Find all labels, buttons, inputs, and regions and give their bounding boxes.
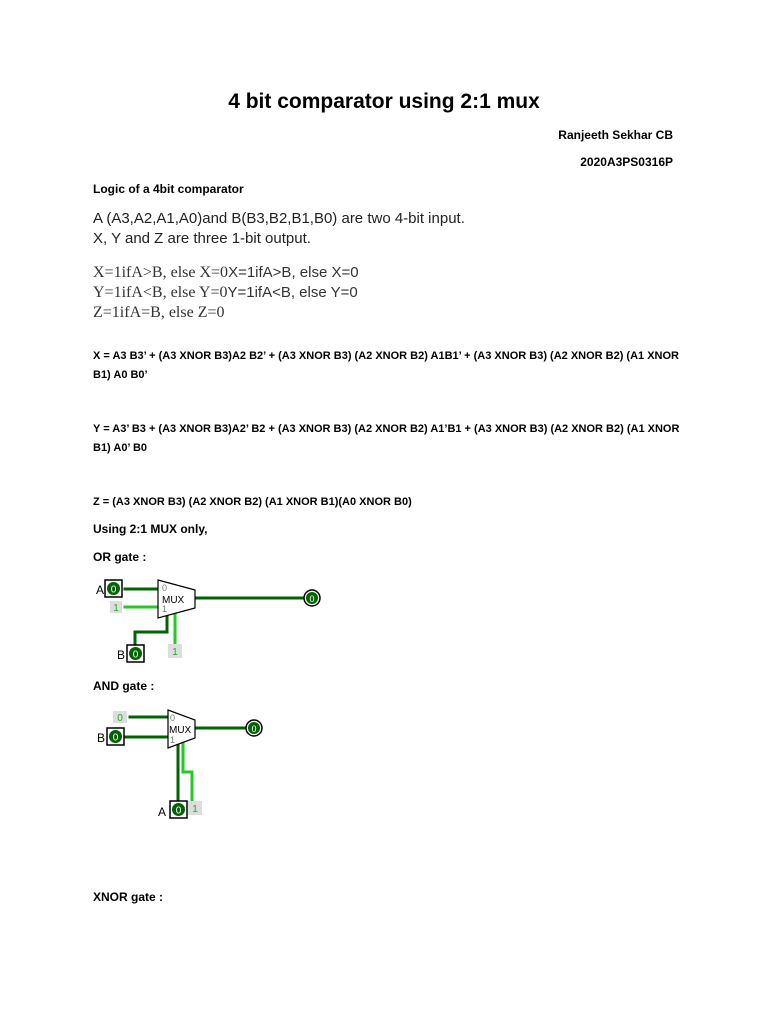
conditions (93, 263, 359, 323)
or-gate-circuit (90, 572, 330, 667)
intro-line: X, Y and Z are three 1-bit output. (93, 230, 311, 247)
using-mux-note: Using 2:1 MUX only, (93, 522, 208, 536)
condition-z (93, 303, 359, 323)
output-value: 0 (251, 724, 257, 734)
page-title: 4 bit comparator using 2:1 mux (228, 90, 540, 113)
mux-in1: 1 (162, 604, 168, 614)
intro-text (93, 209, 465, 249)
equation-x: X = A3 B3’ + (A3 XNOR B3)A2 B2’ + (A3 XNOR B3) (A2 XNOR B2) A1B1’ + (A3 XNOR B3) (A2 XNOR B2) (A1 XNOR B1) A0 B0’ (93, 350, 679, 381)
section-heading: Logic of a 4bit comparator (93, 182, 244, 196)
input-b-label: B (117, 648, 126, 662)
equation-y: Y = A3’ B3 + (A3 XNOR B3)A2’ B2 + (A3 XNOR B3) (A2 XNOR B2) A1’B1 + (A3 XNOR B3) (A2 XNOR B2) (A1 XNOR B1) A0’ B0 (93, 423, 680, 454)
mux-in0: 0 (170, 713, 176, 723)
condition-plain: Y=1ifA<B, else Y=0 (227, 284, 358, 301)
input-a-value: 0 (110, 584, 117, 596)
mux-label: MUX (162, 595, 185, 606)
condition-x (93, 263, 359, 283)
const-value: 0 (117, 713, 123, 724)
select-const-value: 1 (192, 804, 198, 815)
input-b-value: 0 (132, 649, 139, 661)
condition-math: X=1ifA>B, else X=0 (93, 264, 229, 281)
condition-math: Z=1ifA=B, else Z=0 (93, 304, 225, 321)
xnor-gate-heading: XNOR gate : (93, 890, 164, 904)
mux-in1: 1 (170, 735, 176, 745)
or-gate-heading: OR gate : (93, 550, 147, 564)
condition-y (93, 283, 359, 303)
mux-label: MUX (169, 725, 192, 736)
mux-in0: 0 (162, 583, 168, 593)
condition-plain: X=1ifA>B, else X=0 (228, 264, 359, 281)
const-value: 1 (113, 603, 119, 614)
and-gate-heading: AND gate : (93, 679, 155, 693)
const-value-2: 1 (172, 647, 178, 658)
input-b-value: 0 (112, 732, 119, 744)
input-a-label: A (158, 805, 167, 819)
condition-math: Y=1ifA<B, else Y=0 (93, 284, 228, 301)
intro-line: A (A3,A2,A1,A0)and B(B3,B2,B1,B0) are two 4-bit input. (93, 210, 465, 227)
equation-z: Z = (A3 XNOR B3) (A2 XNOR B2) (A1 XNOR B1)(A0 XNOR B0) (93, 496, 412, 508)
student-id: 2020A3PS0316P (580, 155, 673, 169)
author-name: Ranjeeth Sekhar CB (558, 128, 673, 142)
wire-select-const (183, 744, 192, 805)
output-value: 0 (309, 594, 315, 604)
input-a-value: 0 (175, 805, 182, 817)
input-b-label: B (97, 731, 106, 745)
input-a-label: A (96, 583, 105, 597)
and-gate-circuit (90, 702, 290, 822)
